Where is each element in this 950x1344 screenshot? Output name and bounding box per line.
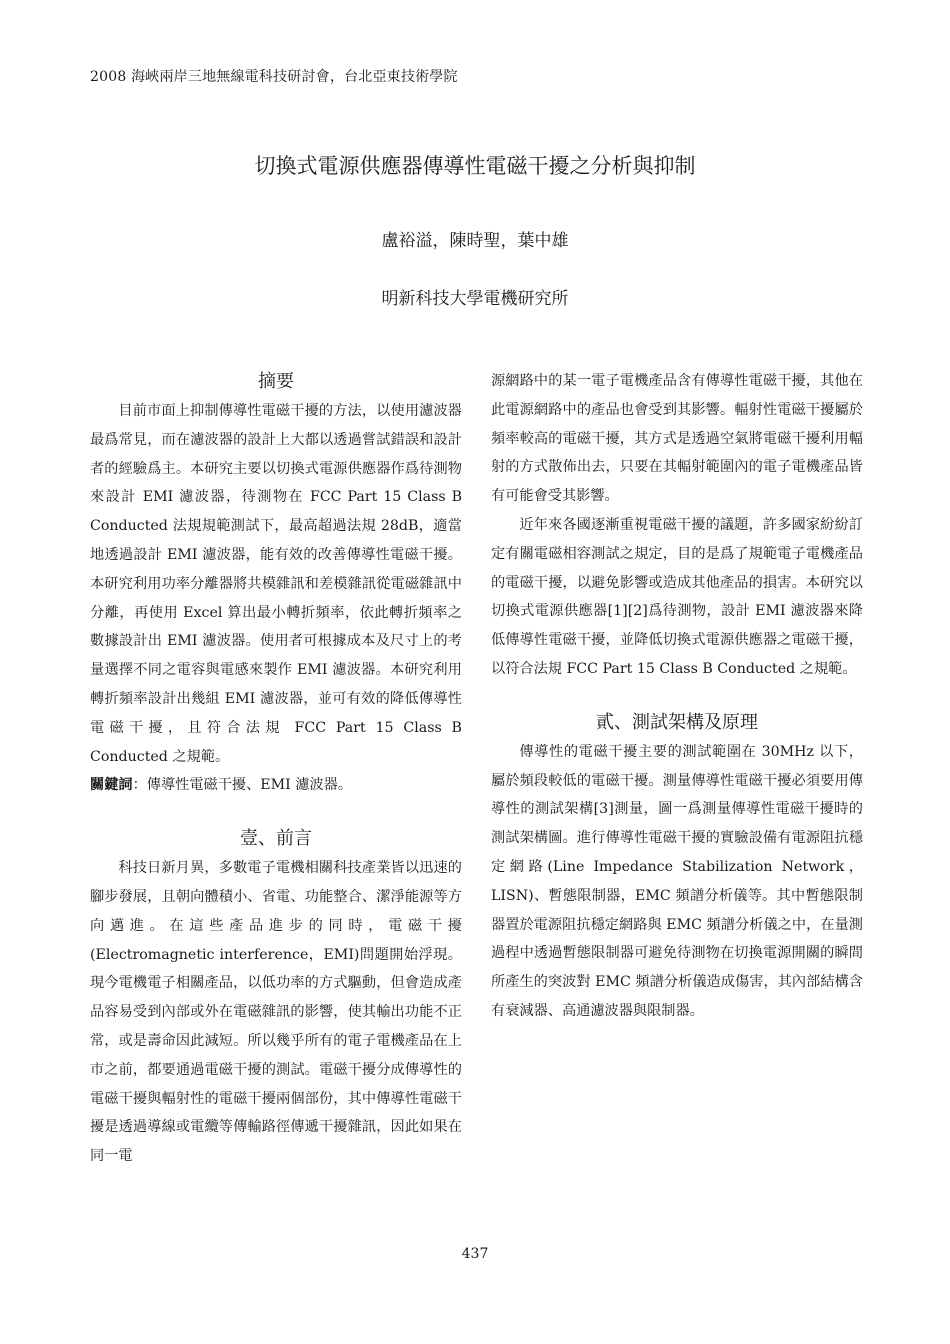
section1-paragraph-1-continued: 源網路中的某一電子電機產品含有傳導性電磁干擾，其他在此電源網路中的產品也會受到其影響。輻射性電磁干擾屬於頻率較高的電磁干擾，其方式是透過空氣將電磁干擾利用輻射的方式散佈出去，只要在其輻射範圍內的電子電機產品皆有可能會受其影響。 (491, 373, 863, 505)
section1-heading: 壹、前言 (240, 828, 312, 850)
section1-paragraph-2: 近年來各國逐漸重視電磁干擾的議題，許多國家紛紛訂定有關電磁相容測試之規定，目的是爲了規範電子電機產品的電磁干擾，以避免影響或造成其他產品的損害。本研究以切換式電源供應器[1][2]爲待測物，設計 EMI 濾波器來降低傳導性電磁干擾，並降低切換式電源供應器之電磁干擾，以符合法規 FCC Part 15 Class B Conducted 之規範。 (491, 516, 863, 677)
keywords-text: ：傳導性電磁干擾、EMI 濾波器。 (132, 777, 353, 794)
keywords-line (90, 771, 462, 800)
abstract-heading: 摘要 (258, 371, 294, 392)
page-number: 437 (461, 1246, 489, 1262)
section2-paragraph-1: 傳導性的電磁干擾主要的測試範圍在 30MHz 以下，屬於頻段較低的電磁干擾。測量傳導性電磁干擾必須要用傳導性的測試架構[3]測量，圖一爲測量傳導性電磁干擾時的測試架構圖。進行傳導性電磁干擾的實驗設備有電源阻抗穩定網路(Line Impedance Stabilization Network，LISN)、暫態限制器，EMC 頻譜分析儀等。其中暫態限制器置於電源阻抗穩定網路與 EMC 頻譜分析儀之中，在量測過程中透過暫態限制器可避免待測物在切換電源開關的瞬間所產生的突波對 EMC 頻譜分析儀造成傷害，其內部結構含有衰減器、高通濾波器與限制器。 (491, 743, 863, 1019)
section1-paragraph-1: 科技日新月異，多數電子電機相關科技產業皆以迅速的腳步發展，且朝向體積小、省電、功能整合、潔淨能源等方向邁進。在這些產品進步的同時，電磁干擾(Electromagnetic interference，EMI)問題開始浮現。現今電機電子相關產品，以低功率的方式驅動，但會造成產品容易受到內部或外在電磁雜訊的影響，使其輸出功能不正常，或是壽命因此減短。所以幾乎所有的電子電機產品在上市之前，都要通過電磁干擾的測試。電磁干擾分成傳導性的電磁干擾與輻射性的電磁干擾兩個部份，其中傳導性電磁干擾是透過導線或電纜等傳輸路徑傳遞干擾雜訊，因此如果在同一電 (90, 860, 462, 1165)
right-column (491, 367, 863, 1026)
authors: 盧裕溢，陳時聖，葉中雄 (381, 231, 569, 251)
affiliation: 明新科技大學電機研究所 (381, 289, 569, 309)
paper-title: 切換式電源供應器傳導性電磁干擾之分析與抑制 (254, 154, 696, 178)
section2-heading: 貳、測試架構及原理 (596, 711, 758, 733)
running-head: 2008 海峽兩岸三地無線電科技研討會，台北亞東技術學院 (90, 69, 458, 85)
abstract-body: 目前市面上抑制傳導性電磁干擾的方法，以使用濾波器最爲常見，而在濾波器的設計上大都以透過嘗試錯誤和設計者的經驗爲主。本研究主要以切換式電源供應器作爲待測物來設計 EMI 濾波器，待測物在 FCC Part 15 Class B Conducted 法規規範測試下，最高超過法規 28dB，適當地透過設計 EMI 濾波器，能有效的改善傳導性電磁干擾。本研究利用功率分離器將共模雜訊和差模雜訊從電磁雜訊中分離，再使用 Excel 算出最小轉折頻率，依此轉折頻率之數據設計出 EMI 濾波器。使用者可根據成本及尺寸上的考量選擇不同之電容與電感來製作 EMI 濾波器。本研究利用轉折頻率設計出幾組 EMI 濾波器，並可有效的降低傳導性電磁干擾，且符合法規 FCC Part 15 Class B Conducted 之規範。 (90, 403, 462, 765)
left-column (90, 367, 462, 1171)
keywords-label: 關鍵詞 (90, 777, 133, 794)
